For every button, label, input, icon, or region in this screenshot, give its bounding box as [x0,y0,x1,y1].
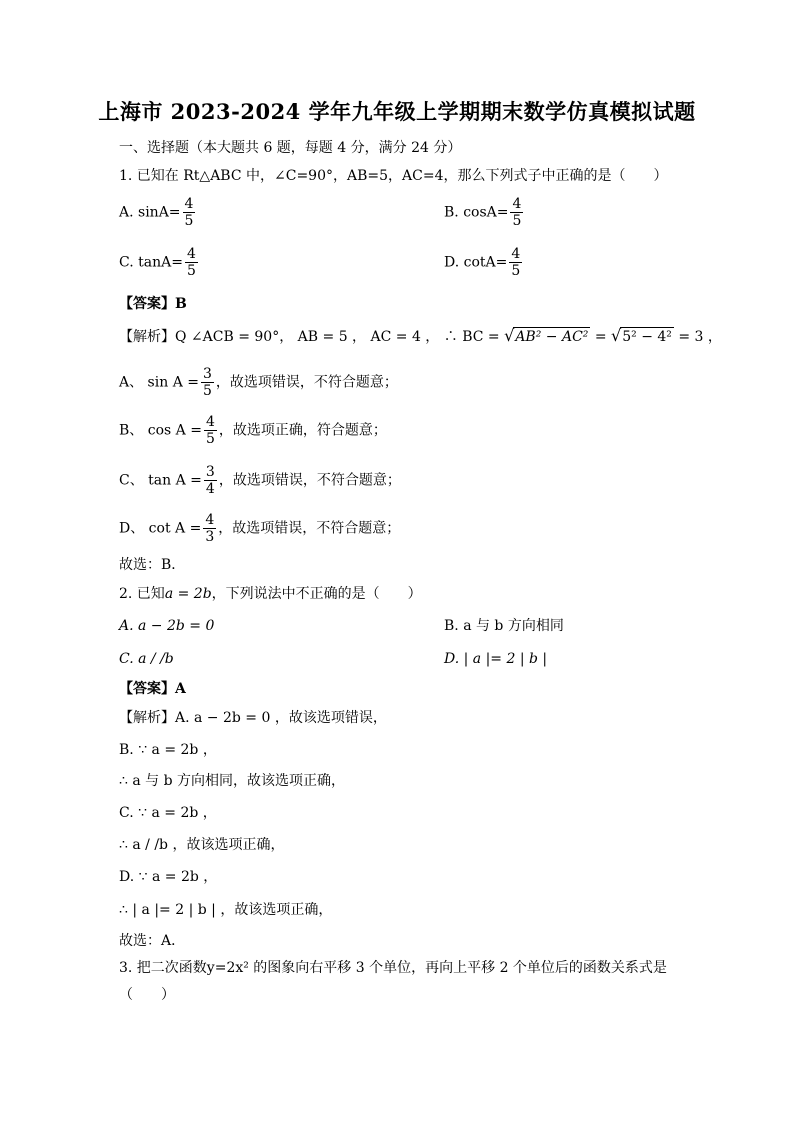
q1-analysis-b: B、 cos A = $\frac{4}{5}$ ，故选项正确，符合题意； [119,414,387,447]
q1-analysis-a: A、 sin A = $\frac{3}{5}$ ，故选项错误，不符合题意； [119,366,398,399]
q1-option-b: B. cosA= $\frac{4}{5}$ [444,196,522,229]
q1-answer: 【答案】B [119,296,187,312]
q1-analysis-c: C、 tan A = $\frac{3}{4}$ ，故选项错误，不符合题意； [119,464,401,497]
fraction: $\frac{4}{3}$ [205,512,215,545]
q2-analysis-line: ∴ a / /b ，故该选项正确， [119,837,285,853]
q2-option-c: C. a / /b [119,651,174,667]
fraction: $\frac{4}{5}$ [205,414,215,447]
fraction: $\frac{4}{5}$ [511,246,521,279]
fraction: $\frac{3}{4}$ [205,464,215,497]
fraction: $\frac{4}{5}$ [512,196,522,229]
q2-analysis-line: B. ∵ a = 2b ， [119,742,217,758]
q1-option-a: A. sinA= $\frac{4}{5}$ [119,196,194,229]
q2-analysis-line: ∴ a 与 b 方向相同，故该选项正确， [119,773,346,789]
q1-analysis-d: D、 cot A = $\frac{4}{3}$ ，故选项错误，不符合题意； [119,512,401,545]
q2-answer: 【答案】A [119,681,186,697]
q3-paren: （ ） [119,987,175,1003]
q1-analysis: 【解析】Q ∠ACB = 90°， AB = 5 ， AC = 4 ， ∴ BC = √AB² − AC² = √5² − 4² = 3 ， [119,326,722,345]
q1-option-c: C. tanA= $\frac{4}{5}$ [119,246,196,279]
q2-analysis-line: C. ∵ a = 2b ， [119,805,217,821]
q2-analysis-line: D. ∵ a = 2b ， [119,869,218,885]
q2-option-a: A. a − 2b = 0 [119,618,215,634]
fraction: $\frac{4}{5}$ [186,246,196,279]
q2-choice: 故选：A． [119,933,186,949]
q1-option-d: D. cotA= $\frac{4}{5}$ [444,246,521,279]
fraction: $\frac{4}{5}$ [184,196,194,229]
q2-option-d: D. | a |= 2 | b | [444,651,548,667]
page-title: 上海市 2023-2024 学年九年级上学期期末数学仿真模拟试题 [98,99,696,124]
q2-stem: 2. 已知a = 2b，下列说法中不正确的是（ ） [119,586,422,602]
q2-option-b: B. a 与 b 方向相同 [444,618,564,634]
q1-stem: 1. 已知在 Rt△ABC 中，∠C=90°，AB=5，AC=4，那么下列式子中正确的是（ ） [119,168,668,184]
q1-choice: 故选：B． [119,557,186,573]
fraction: $\frac{3}{5}$ [202,366,212,399]
q2-analysis-line: ∴ | a |= 2 | b | ，故该选项正确， [119,902,333,918]
section-heading: 一、选择题（本大题共 6 题，每题 4 分，满分 24 分） [119,140,462,156]
q3-stem: 3. 把二次函数y=2x² 的图象向右平移 3 个单位，再向上平移 2 个单位后的函数关系式是 [119,960,667,976]
q2-analysis-line: 【解析】A. a − 2b = 0 ，故该选项错误， [119,710,387,726]
